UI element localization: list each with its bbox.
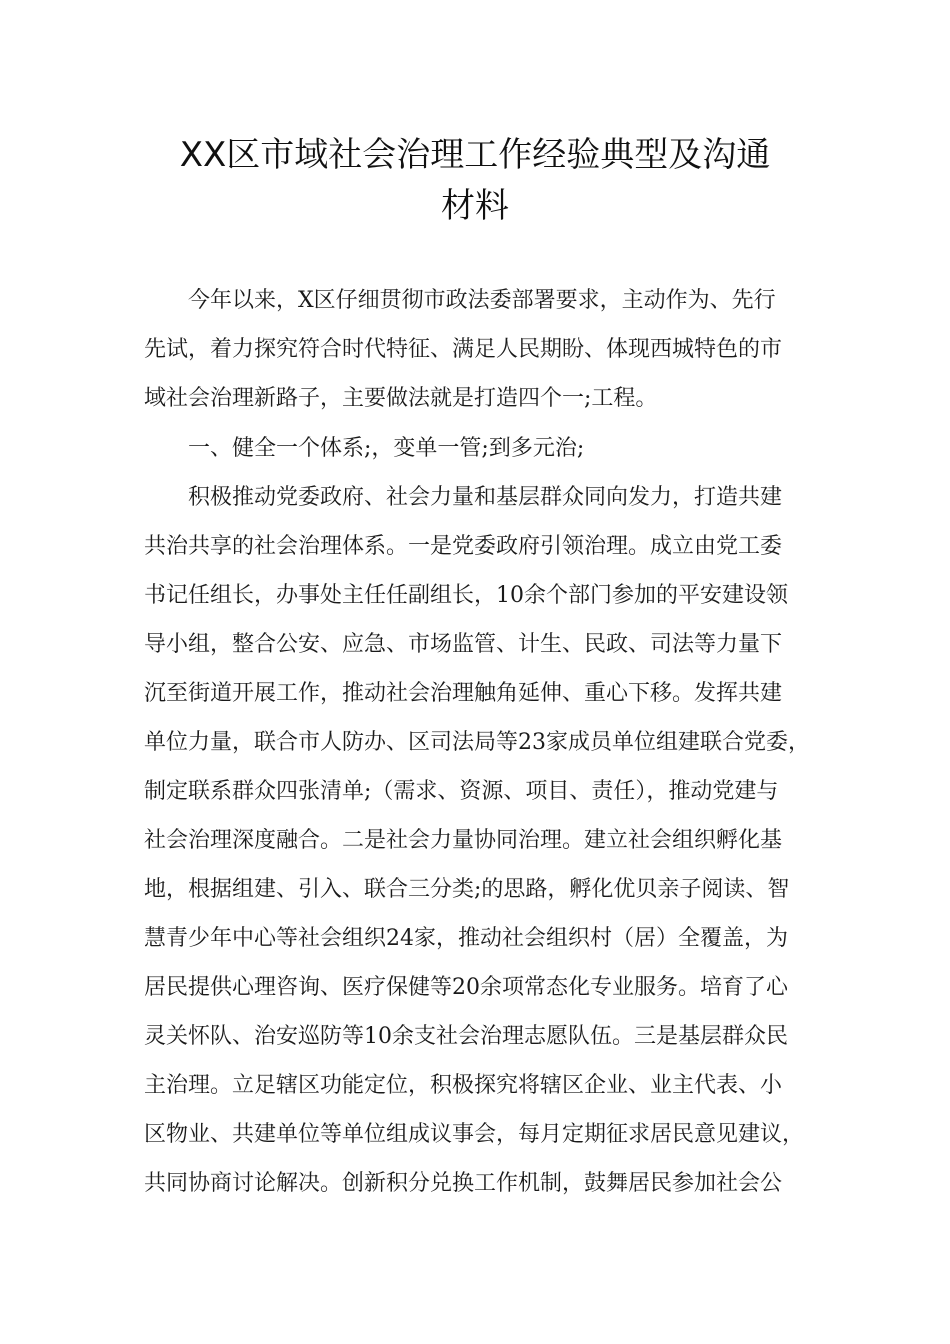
text-line: 沉至街道开展工作，推动社会治理触角延伸、重心下移。发挥共建 <box>144 681 783 706</box>
text-line: 单位力量，联合市人防办、区司法局等23家成员单位组建联合党委， <box>144 730 810 755</box>
text-line: 共同协商讨论解决。创新积分兑换工作机制，鼓舞居民参加社会公 <box>144 1171 783 1196</box>
section-heading-1 <box>144 424 820 473</box>
text-line: 地，根据组建、引入、联合三分类;的思路，孵化优贝亲子阅读、智 <box>144 877 790 902</box>
text-line: 区物业、共建单位等单位组成议事会，每月定期征求居民意见建议， <box>144 1122 805 1147</box>
text-line: 主治理。立足辖区功能定位，积极探究将辖区企业、业主代表、小 <box>144 1073 783 1098</box>
document-title-line-1: XX区市域社会治理工作经验典型及沟通 <box>179 135 771 175</box>
text-line: 书记任组长，办事处主任任副组长，10余个部门参加的平安建设领 <box>144 583 788 608</box>
text-line: 居民提供心理咨询、医疗保健等20余项常态化专业服务。培育了心 <box>144 975 788 1000</box>
paragraph-intro <box>144 276 820 423</box>
text-line: 积极推动党委政府、社会力量和基层群众同向发力，打造共建 <box>188 485 783 510</box>
text-line: 社会治理深度融合。二是社会力量协同治理。建立社会组织孵化基 <box>144 828 783 853</box>
text-line: 慧青少年中心等社会组织24家，推动社会组织村（居）全覆盖，为 <box>144 926 788 951</box>
text-line: 共治共享的社会治理体系。一是党委政府引领治理。成立由党工委 <box>144 534 783 559</box>
text-line: 制定联系群众四张清单;（需求、资源、项目、责任），推动党建与 <box>144 779 779 804</box>
text-line: 域社会治理新路子，主要做法就是打造四个一;工程。 <box>144 386 658 411</box>
paragraph-section-1 <box>144 473 820 1208</box>
text-line: 灵关怀队、治安巡防等10余支社会治理志愿队伍。三是基层群众民 <box>144 1024 788 1049</box>
document-title-line-2: 材料 <box>441 186 509 226</box>
section-heading-text: 一、健全一个体系;，变单一管;到多元治; <box>188 436 585 461</box>
text-line: 先试，着力探究符合时代特征、满足人民期盼、体现西城特色的市 <box>144 337 783 362</box>
text-line: 导小组，整合公安、应急、市场监管、计生、民政、司法等力量下 <box>144 632 783 657</box>
text-line: 今年以来，X区仔细贯彻市政法委部署要求，主动作为、先行 <box>188 288 776 313</box>
